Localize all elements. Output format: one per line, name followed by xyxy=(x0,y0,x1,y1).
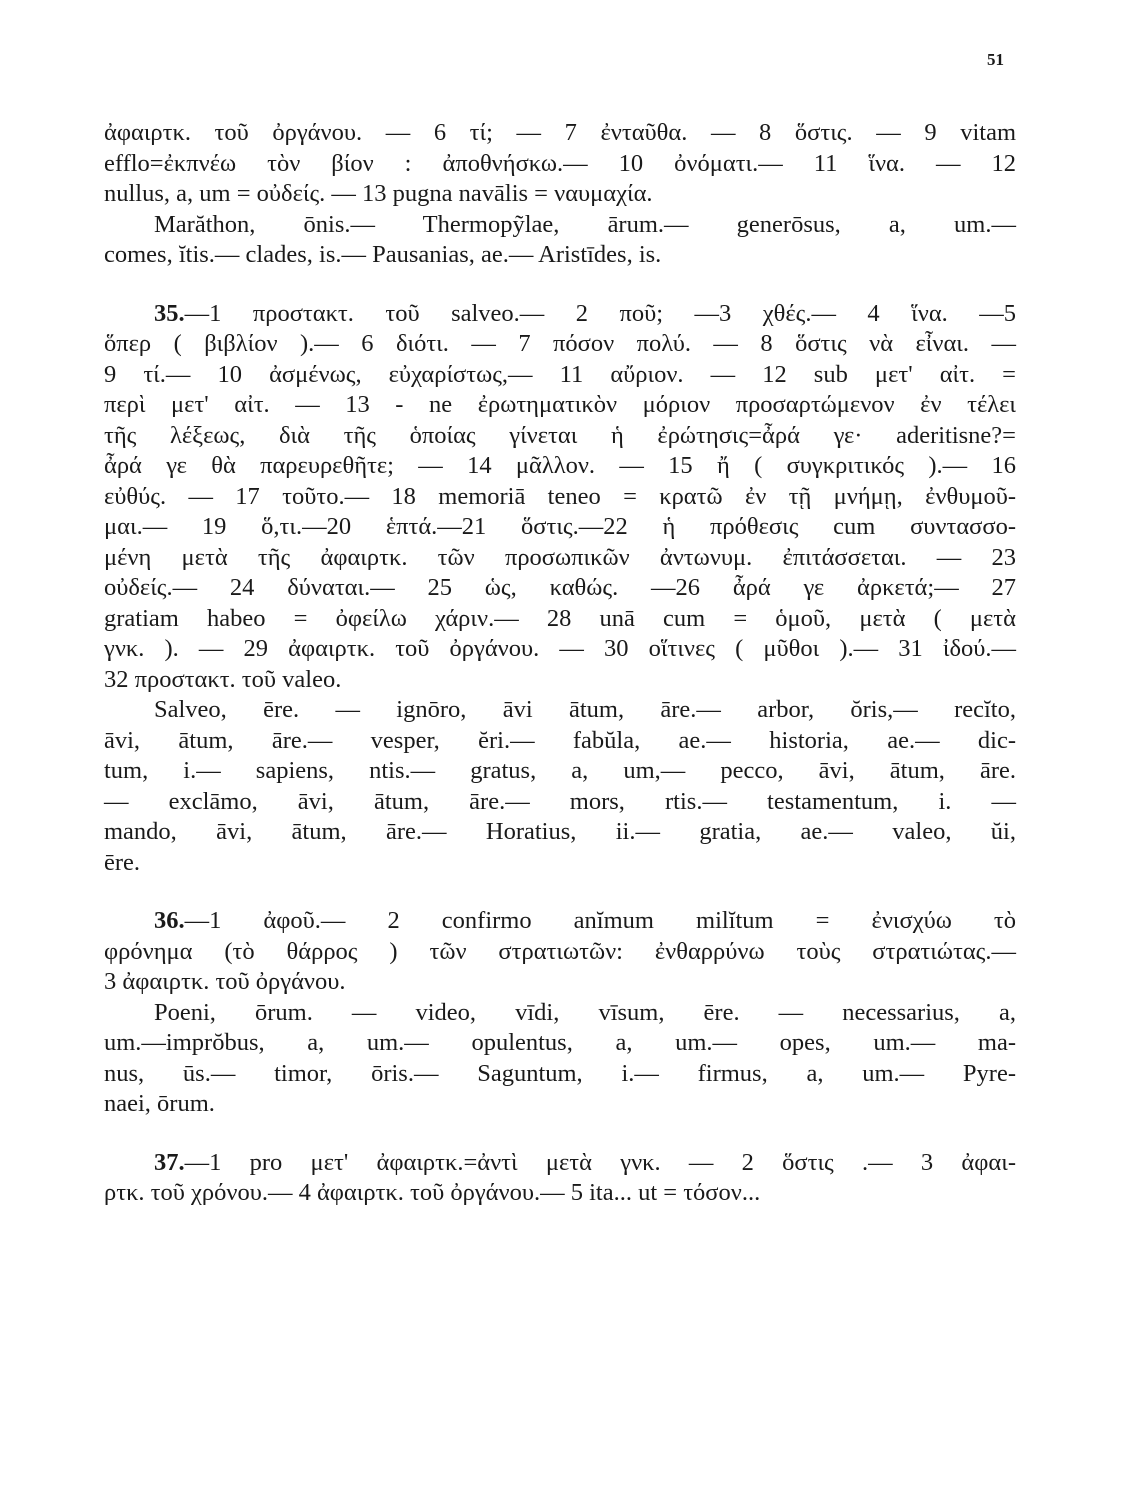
vocabulary-34 xyxy=(104,210,1016,271)
exercise-notes-34-continued xyxy=(104,118,1016,210)
vocab-line: ēre. xyxy=(104,848,141,876)
section-first-line xyxy=(104,906,1016,937)
section-first-line-text: —1 pro μετ' ἀφαιρτκ.=ἀντὶ μετὰ γνκ. — 2 ὅστις .— 3 ἀφαι- xyxy=(184,1148,1016,1176)
vocab-line: Salveo, ēre. — ignōro, āvi ātum, āre.— arbor, ŏris,— recĭto, xyxy=(154,696,1016,723)
vocab-line: naei, ōrum. xyxy=(104,1090,215,1117)
page-number: 51 xyxy=(987,50,1004,69)
vocab-line: — exclāmo, āvi, ātum, āre.— mors, rtis.— testamentum, i. — xyxy=(104,787,1016,815)
text-line: ἆρά γε θὰ παρευρεθῆτε; — 14 μᾶλλον. — 15 ἤ ( συγκριτικός ).— 16 xyxy=(104,452,1016,479)
vocabulary-35 xyxy=(104,695,1016,878)
text-line: οὐδείς.— 24 δύναται.— 25 ὡς, καθώς. —26 ἆρά γε ἀρκετά;— 27 xyxy=(104,574,1016,601)
text-line: τῆς λέξεως, διὰ τῆς ὁποίας γίνεται ἡ ἐρώτησις=ἆρά γε· aderitisne?= xyxy=(104,421,1016,449)
text-line: nullus, a, um = οὐδείς. — 13 pugna navālis = ναυμαχία. xyxy=(104,180,653,207)
text-line: efflo=ἐκπνέω τὸν βίον : ἀποθνήσκω.— 10 ὀνόματι.— 11 ἵνα. — 12 xyxy=(104,149,1016,177)
text-line: περὶ μετ' αἰτ. — 13 - ne ἐρωτηματικὸν μόριον προσαρτώμενον ἐν τέλει xyxy=(104,391,1016,418)
section-number: 36. xyxy=(154,907,185,934)
text-line: ρτκ. τοῦ χρόνου.— 4 ἀφαιρτκ. τοῦ ὀργάνου.— 5 ita... ut = τόσον... xyxy=(104,1179,761,1206)
text-line: ἀφαιρτκ. τοῦ ὀργάνου. — 6 τί; — 7 ἐνταῦθα. — 8 ὅστις. — 9 vitam xyxy=(104,119,1016,146)
section-first-line xyxy=(104,299,1016,330)
exercise-notes-36 xyxy=(104,906,1016,998)
text-line: μένη μετὰ τῆς ἀφαιρτκ. τῶν προσωπικῶν ἀντωνυμ. ἐπιτάσσεται. — 23 xyxy=(104,543,1016,571)
text-line: ὅπερ ( βιβλίον ).— 6 διότι. — 7 πόσον πολύ. — 8 ὅστις νὰ εἶναι. — xyxy=(104,330,1016,357)
vocabulary-36 xyxy=(104,998,1016,1120)
text-line: 9 τί.— 10 ἀσμένως, εὐχαρίστως,— 11 αὔριον. — 12 sub μετ' αἰτ. = xyxy=(104,360,1016,388)
text-line: γνκ. ). — 29 ἀφαιρτκ. τοῦ ὀργάνου. — 30 οἵτινες ( μῦθοι ).— 31 ἰδού.— xyxy=(104,635,1016,662)
vocab-line: Poeni, ōrum. — video, vīdi, vīsum, ēre. — necessarius, a, xyxy=(154,998,1016,1026)
text-line: gratiam habeo = ὀφείλω χάριν.— 28 unā cum = ὁμοῦ, μετὰ ( μετὰ xyxy=(104,604,1016,632)
page-body xyxy=(104,118,1016,1209)
vocab-line: Marăthon, ōnis.— Thermopỹlae, ārum.— generōsus, a, um.— xyxy=(154,210,1016,238)
vocab-line: comes, ĭtis.— clades, is.— Pausanias, ae.— Aristīdes, is. xyxy=(104,241,662,268)
vocab-line: um.—imprŏbus, a, um.— opulentus, a, um.— opes, um.— ma- xyxy=(104,1029,1016,1056)
vocab-line: āvi, ātum, āre.— vesper, ĕri.— fabŭla, ae.— historia, ae.— dic- xyxy=(104,726,1016,754)
text-line: εὐθύς. — 17 τοῦτο.— 18 memoriā teneo = κρατῶ ἐν τῇ μνήμῃ, ἐνθυμοῦ- xyxy=(104,482,1016,510)
section-number: 35. xyxy=(154,299,185,327)
section-number: 37. xyxy=(154,1148,185,1176)
text-line: 32 προστακτ. τοῦ valeo. xyxy=(104,665,342,693)
section-first-line-text: —1 προστακτ. τοῦ salveo.— 2 ποῦ; —3 χθές.— 4 ἵνα. —5 xyxy=(184,299,1016,327)
vocab-line: tum, i.— sapiens, ntis.— gratus, a, um,— pecco, āvi, ātum, āre. xyxy=(104,757,1016,784)
exercise-notes-35 xyxy=(104,299,1016,696)
text-line: μαι.— 19 ὅ,τι.—20 ἑπτά.—21 ὅστις.—22 ἡ πρόθεσις cum συντασσο- xyxy=(104,513,1016,540)
section-first-line xyxy=(104,1148,1016,1179)
vocab-line: nus, ūs.— timor, ōris.— Saguntum, i.— firmus, a, um.— Pyre- xyxy=(104,1059,1016,1087)
text-line: φρόνημα (τὸ θάρρος ) τῶν στρατιωτῶν: ἐνθαρρύνω τοὺς στρατιώτας.— xyxy=(104,937,1016,965)
text-line: 3 ἀφαιρτκ. τοῦ ὀργάνου. xyxy=(104,968,346,995)
exercise-notes-37 xyxy=(104,1148,1016,1209)
vocab-line: mando, āvi, ātum, āre.— Horatius, ii.— gratia, ae.— valeo, ŭi, xyxy=(104,818,1016,845)
section-first-line-text: —1 ἀφοῦ.— 2 confirmo anĭmum milĭtum = ἐνισχύω τὸ xyxy=(184,907,1016,934)
